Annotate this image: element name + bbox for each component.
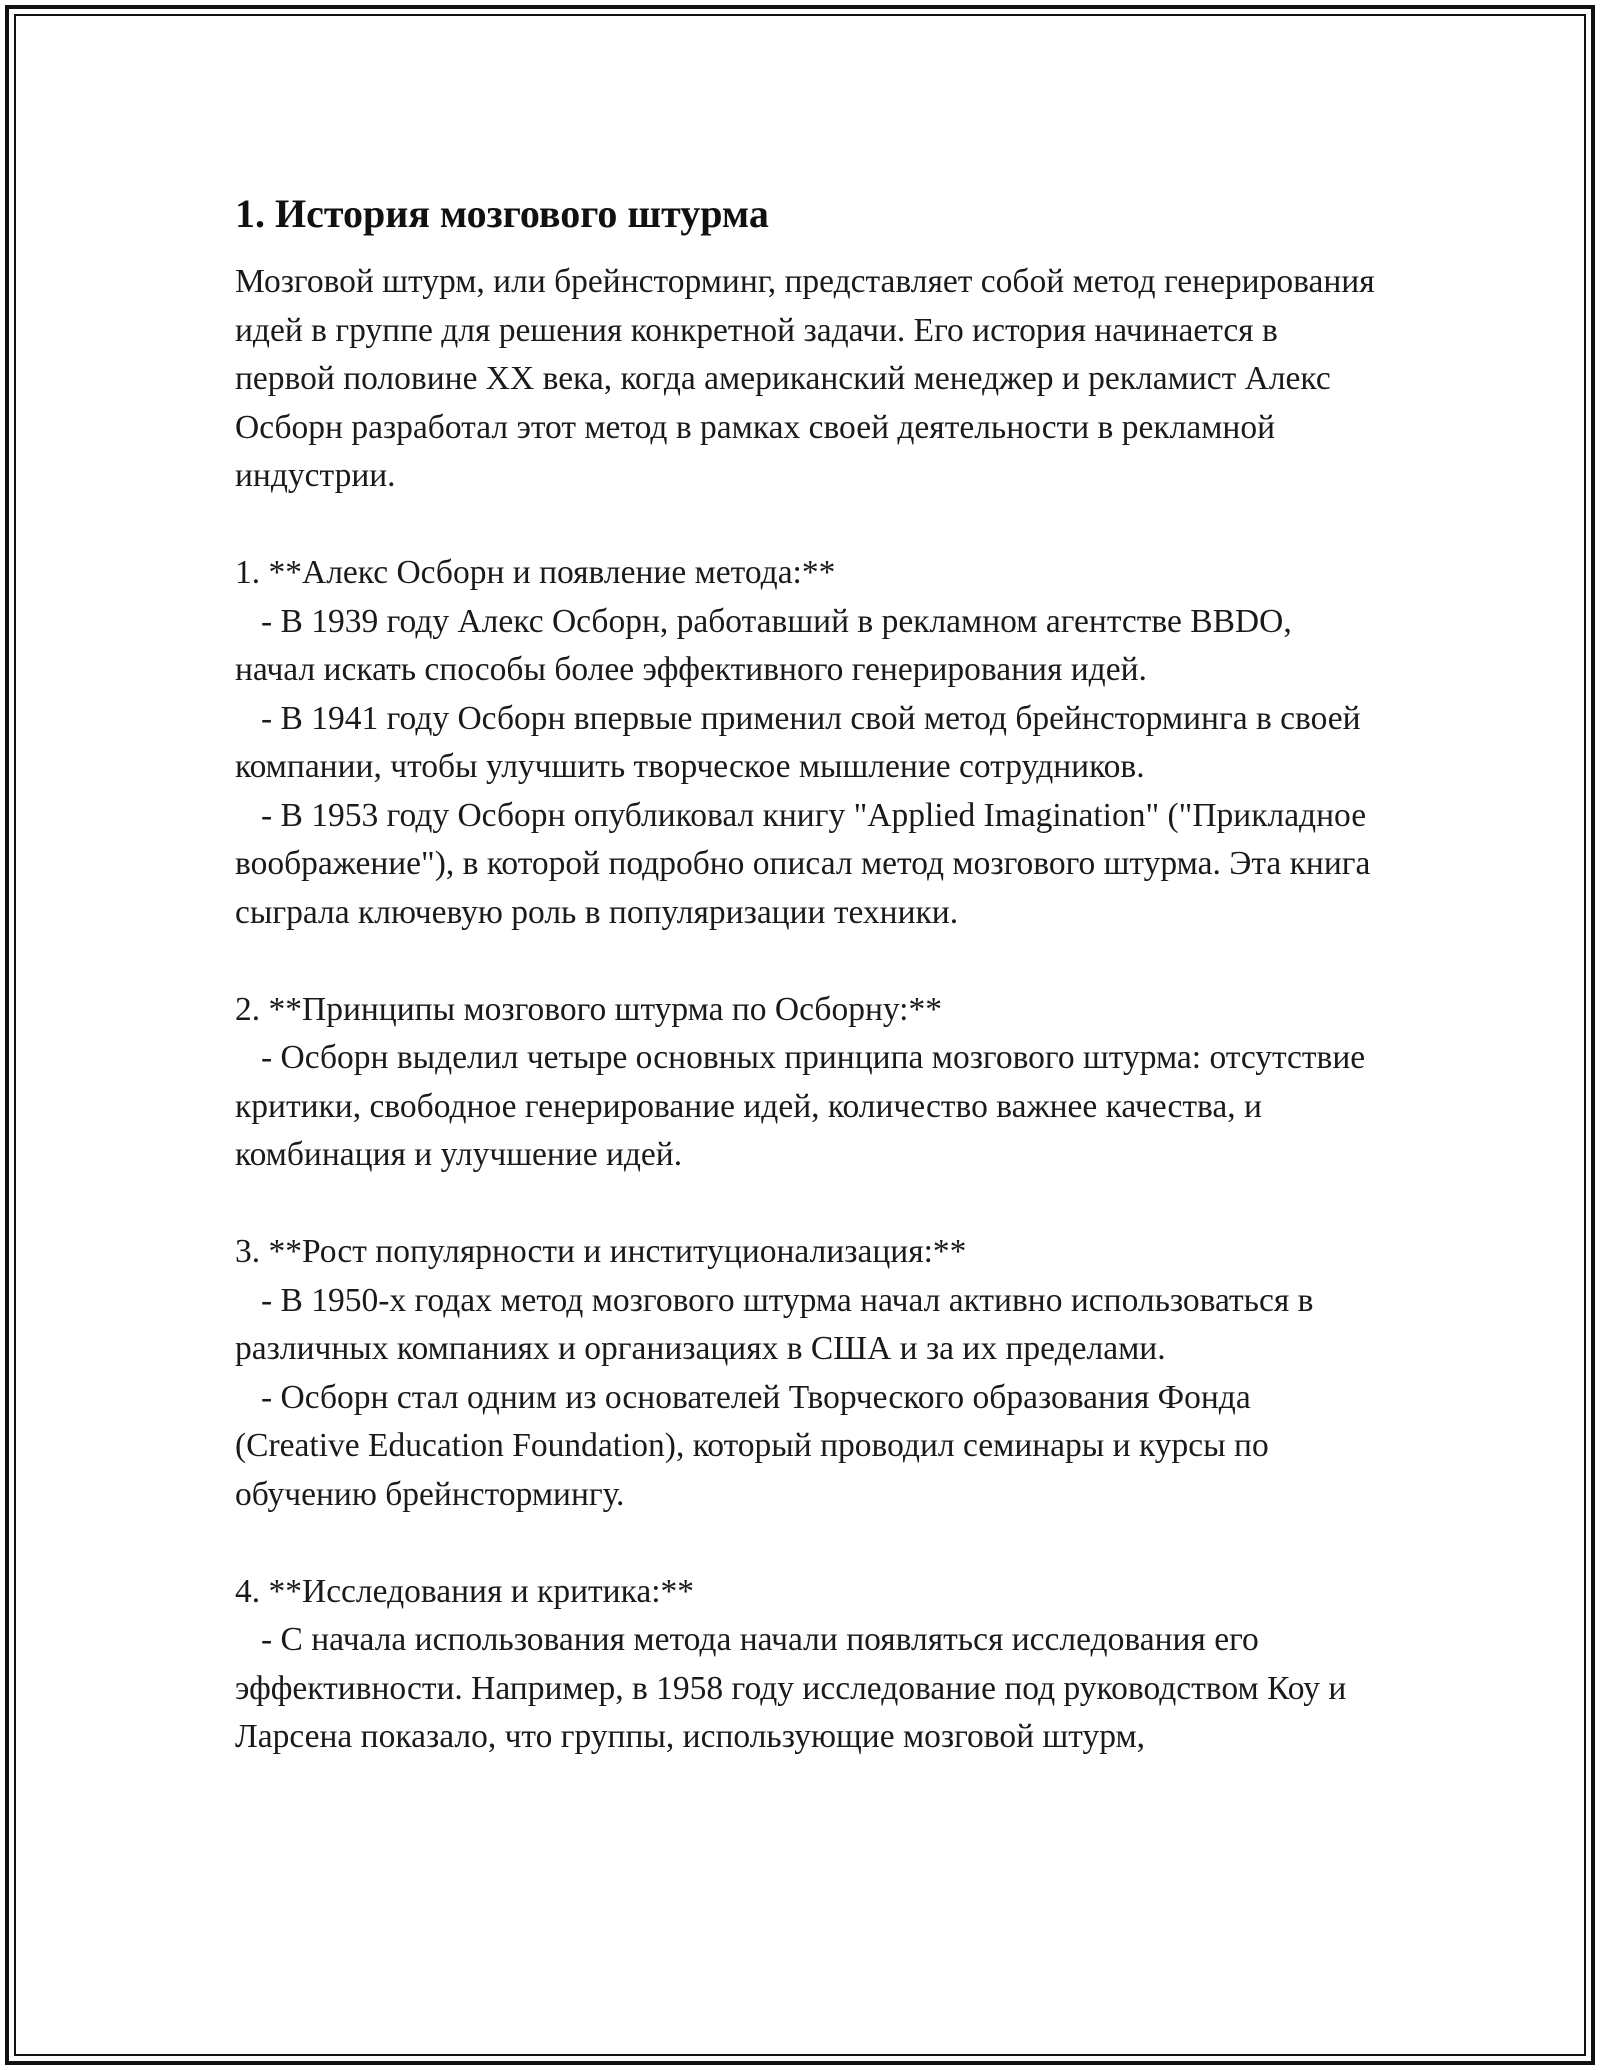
bullet-item: - В 1953 году Осборн опубликовал книгу "Applied Imagination" ("Прикладное воображение"), в которой подробно описал метод мозгового штурма. Эта книга сыграла ключевую роль в популяризации техники. [235, 796, 1371, 931]
bullet-item: - В 1941 году Осборн впервые применил свой метод брейнсторминга в своей компании, чтобы улучшить творческое мышление сотрудников. [235, 699, 1361, 785]
section-2 [235, 986, 1375, 1180]
section-1 [235, 549, 1375, 937]
section-3 [235, 1228, 1375, 1519]
bullet-item: - С начала использования метода начали появляться исследования его эффективности. Например, в 1958 году исследование под руководством Коу и Ларсена показало, что группы, использующие мозговой штурм, [235, 1621, 1347, 1755]
section-title: 2. **Принципы мозгового штурма по Осборну:** [235, 990, 942, 1028]
intro-paragraph: Мозговой штурм, или брейнсторминг, представляет собой метод генерирования идей в группе для решения конкретной задачи. Его история начинается в первой половине XX века, когда американский менеджер и рекламист Алекс Осборн разработал этот метод в рамках своей деятельности в рекламной индустрии. [235, 263, 1375, 494]
section-title: 4. **Исследования и критика:** [235, 1572, 695, 1610]
document-heading: 1. История мозгового штурма [235, 191, 769, 236]
bullet-item: - В 1950-х годах метод мозгового штурма начал активно использоваться в различных компаниях и организациях в США и за их пределами. [235, 1281, 1314, 1367]
section-4 [235, 1568, 1375, 1762]
section-title: 1. **Алекс Осборн и появление метода:** [235, 554, 836, 591]
bullet-item: - Осборн стал одним из основателей Творческого образования Фонда (Creative Education Foundation), который проводил семинары и курсы по обучению брейнстормингу. [235, 1378, 1269, 1513]
bullet-item: - Осборн выделил четыре основных принципа мозгового штурма: отсутствие критики, свободное генерирование идей, количество важнее качества, и комбинация и улучшение идей. [235, 1039, 1366, 1173]
bullet-item: - В 1939 году Алекс Осборн, работавший в рекламном агентстве BBDO, начал искать способы более эффективного генерирования идей. [235, 602, 1292, 688]
section-title: 3. **Рост популярности и институционализация:** [235, 1233, 967, 1270]
document-body [235, 190, 1375, 1762]
